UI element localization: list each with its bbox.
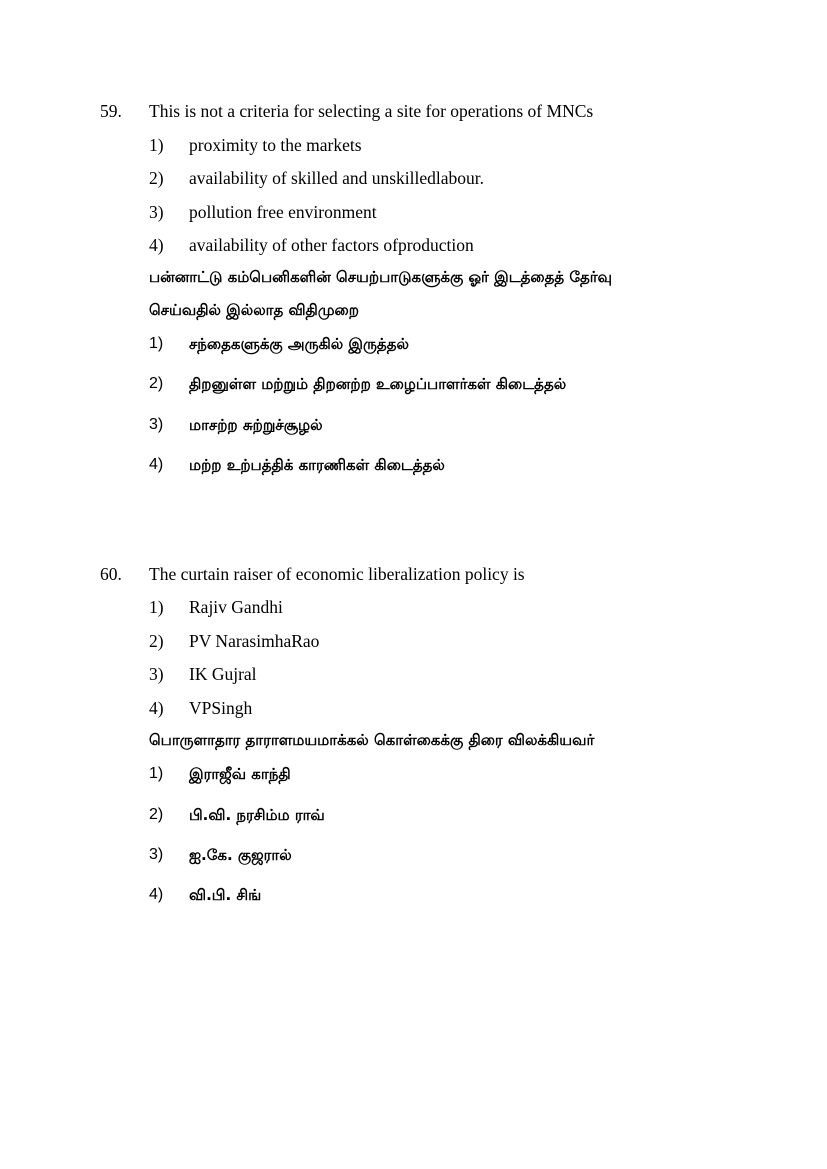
option-text-ta: இராஜீவ் காந்தி bbox=[189, 765, 291, 783]
option-number: 1) bbox=[149, 335, 164, 352]
option-number: 2) bbox=[149, 806, 164, 823]
question-text-en: The curtain raiser of economic liberalization policy is bbox=[149, 564, 525, 584]
option-text-en: pollution free environment bbox=[189, 202, 377, 222]
option-text-en: IK Gujral bbox=[189, 664, 257, 684]
option-number: 4) bbox=[149, 698, 164, 718]
option-number: 3) bbox=[149, 664, 164, 684]
option-number: 2) bbox=[149, 631, 164, 651]
option-number: 3) bbox=[149, 202, 164, 222]
question-number: 60. bbox=[100, 564, 122, 584]
option-number: 1) bbox=[149, 597, 164, 617]
option-number: 4) bbox=[149, 235, 164, 255]
option-number: 4) bbox=[149, 456, 164, 473]
option-text-ta: ஐ.கே. குஜரால் bbox=[189, 846, 292, 864]
question-text-ta: செய்வதில் இல்லாத விதிமுறை bbox=[149, 301, 359, 319]
question-text-en: This is not a criteria for selecting a site for operations of MNCs bbox=[149, 101, 594, 121]
option-text-ta: மாசற்ற சுற்றுச்சூழல் bbox=[189, 416, 323, 434]
option-text-en: Rajiv Gandhi bbox=[189, 597, 283, 617]
option-number: 3) bbox=[149, 846, 164, 863]
option-number: 1) bbox=[149, 135, 164, 155]
question-number: 59. bbox=[100, 101, 122, 121]
option-text-en: PV NarasimhaRao bbox=[189, 631, 320, 651]
option-text-ta: பி.வி. நரசிம்ம ராவ் bbox=[189, 806, 325, 824]
option-number: 2) bbox=[149, 168, 164, 188]
option-text-en: VPSingh bbox=[189, 698, 253, 718]
option-text-en: availability of skilled and unskilledlabour. bbox=[189, 168, 485, 188]
option-text-ta: வி.பி. சிங் bbox=[189, 886, 262, 904]
option-number: 2) bbox=[149, 375, 164, 392]
question-text-ta: பன்னாட்டு கம்பெனிகளின் செயற்பாடுகளுக்கு ஓர் இடத்தைத் தேர்வு bbox=[149, 268, 612, 286]
option-text-en: availability of other factors ofproduction bbox=[189, 235, 474, 255]
option-text-ta: திறனுள்ள மற்றும் திறனற்ற உழைப்பாளர்கள் கிடைத்தல் bbox=[189, 375, 567, 393]
option-text-en: proximity to the markets bbox=[189, 135, 362, 155]
option-number: 4) bbox=[149, 886, 164, 903]
option-number: 3) bbox=[149, 416, 164, 433]
option-number: 1) bbox=[149, 765, 164, 782]
question-text-ta: பொருளாதார தாராளமயமாக்கல் கொள்கைக்கு திரை விலக்கியவர் bbox=[149, 731, 595, 749]
option-text-ta: சந்தைகளுக்கு அருகில் இருத்தல் bbox=[189, 335, 409, 353]
option-text-ta: மற்ற உற்பத்திக் காரணிகள் கிடைத்தல் bbox=[189, 456, 445, 474]
